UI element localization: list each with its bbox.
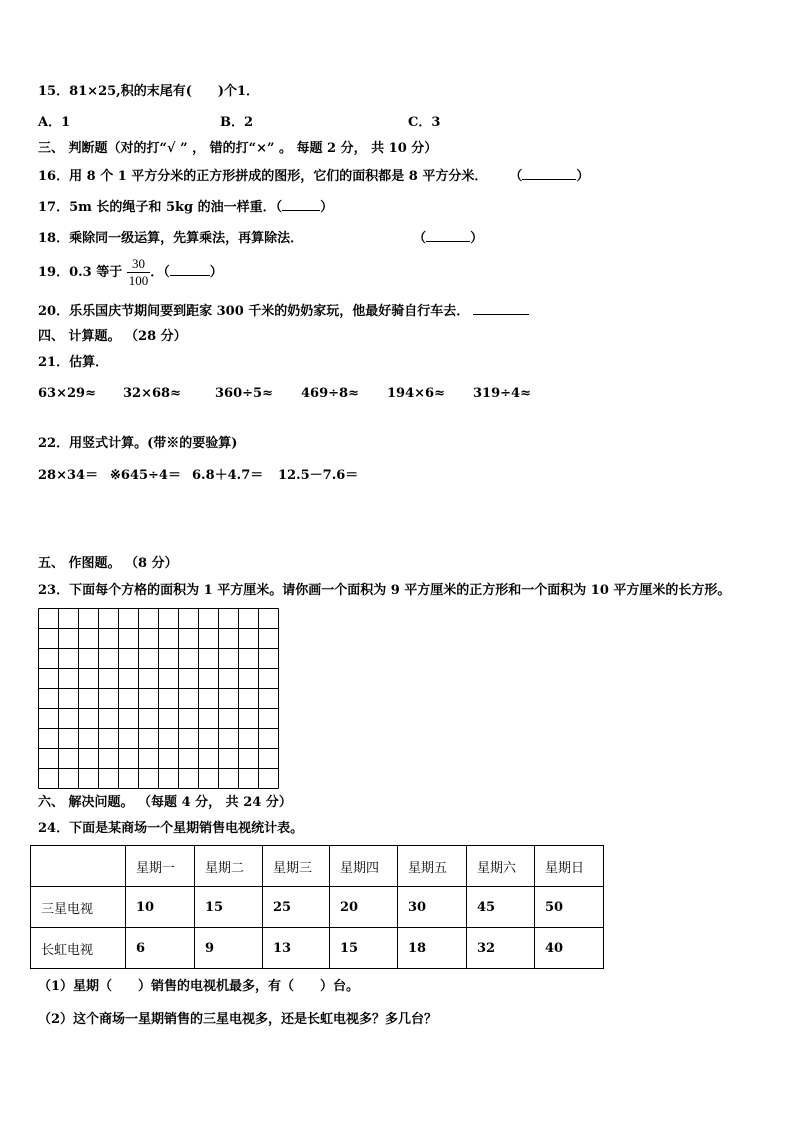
table-header-cell: 星期日 xyxy=(535,846,604,887)
q19 xyxy=(38,256,223,290)
table-cell: 20 xyxy=(330,887,398,928)
q17-answer-blank[interactable] xyxy=(282,198,320,211)
q24-sub2: （2）这个商场一星期销售的三星电视多，还是长虹电视多？多几台？ xyxy=(38,1012,438,1027)
q24-title: 24．下面是某商场一个星期销售电视统计表。 xyxy=(38,821,304,836)
section3-heading: 三、 判断题（对的打“√ ” ， 错的打“×” 。 每题 2 分， 共 10 分） xyxy=(38,141,438,156)
q15-option-c: C．3 xyxy=(408,115,441,130)
q18-answer-blank[interactable] xyxy=(426,229,470,242)
q19-prefix: 19．0.3 等于 xyxy=(38,265,123,280)
q21-item: 469÷8≈ xyxy=(301,386,359,401)
table-cell: 18 xyxy=(398,928,467,969)
q22-item: 12.5－7.6＝ xyxy=(278,468,359,483)
q20-text: 20．乐乐国庆节期间要到距家 300 千米的奶奶家玩，他最好骑自行车去． xyxy=(38,304,470,319)
q17-paren-close: ） xyxy=(320,200,334,215)
table-row xyxy=(31,928,604,969)
section5-heading: 五、 作图题。 （8 分） xyxy=(38,556,178,571)
table-cell: 30 xyxy=(398,887,467,928)
q16 xyxy=(38,167,589,185)
table-cell: 6 xyxy=(126,928,195,969)
table-cell: 40 xyxy=(535,928,604,969)
drawing-grid[interactable] xyxy=(38,608,280,790)
table-cell: 15 xyxy=(195,887,263,928)
table-header-cell xyxy=(31,846,126,887)
q20-answer-blank[interactable] xyxy=(473,302,529,315)
q15-option-b: B．2 xyxy=(220,115,254,130)
sales-table xyxy=(30,845,604,969)
table-cell: 25 xyxy=(263,887,330,928)
table-row xyxy=(31,887,604,928)
q21-item: 63×29≈ xyxy=(38,386,96,401)
q18-paren-open: （ xyxy=(413,231,427,246)
table-header-cell: 星期四 xyxy=(330,846,398,887)
q17 xyxy=(38,198,333,216)
q20 xyxy=(38,302,529,320)
table-header-cell: 星期六 xyxy=(467,846,535,887)
q21-items xyxy=(38,386,758,402)
q15-options xyxy=(38,115,738,131)
q19-answer-blank[interactable] xyxy=(170,263,210,276)
q15-question: 15．81×25,积的末尾有( )个1． xyxy=(38,84,260,99)
q21-title: 21．估算． xyxy=(38,355,109,370)
q21-item: 194×6≈ xyxy=(387,386,445,401)
q19-fraction xyxy=(127,256,151,289)
table-cell: 50 xyxy=(535,887,604,928)
q22-title: 22．用竖式计算。(带※的要验算) xyxy=(38,436,238,451)
table-row-label: 三星电视 xyxy=(31,887,126,928)
table-row-label: 长虹电视 xyxy=(31,928,126,969)
table-header-cell: 星期二 xyxy=(195,846,263,887)
q19-paren-close: ） xyxy=(209,265,223,280)
table-header-row xyxy=(31,846,604,887)
table-cell: 10 xyxy=(126,887,195,928)
table-cell: 9 xyxy=(195,928,263,969)
q23-text: 23．下面每个方格的面积为 1 平方厘米。请你画一个面积为 9 平方厘米的正方形和一个面积为 10 平方厘米的长方形。 xyxy=(38,583,731,598)
table-header-cell: 星期三 xyxy=(263,846,330,887)
table-cell: 45 xyxy=(467,887,535,928)
q16-paren-close: ） xyxy=(576,169,590,184)
table-header-cell: 星期一 xyxy=(126,846,195,887)
q22-item: ※645÷4＝ xyxy=(110,468,181,483)
q21-item: 32×68≈ xyxy=(123,386,181,401)
q18-text: 18．乘除同一级运算，先算乘法，再算除法． xyxy=(38,231,304,246)
q21-item: 360÷5≈ xyxy=(215,386,273,401)
q16-answer-blank[interactable] xyxy=(522,167,576,180)
q16-paren-open: （ xyxy=(509,169,523,184)
table-header-cell: 星期五 xyxy=(398,846,467,887)
table-cell: 15 xyxy=(330,928,398,969)
q15-option-a: A．1 xyxy=(38,115,71,130)
q17-text: 17．5m 长的绳子和 5kg 的油一样重．（ xyxy=(38,200,283,215)
q19-numerator: 30 xyxy=(127,256,151,273)
q22-item: 6.8＋4.7＝ xyxy=(192,468,264,483)
q18 xyxy=(38,229,483,247)
q22-item: 28×34＝ xyxy=(38,468,99,483)
section4-heading: 四、 计算题。 （28 分） xyxy=(38,329,187,344)
q21-item: 319÷4≈ xyxy=(473,386,531,401)
table-cell: 32 xyxy=(467,928,535,969)
q22-items xyxy=(38,468,758,484)
q18-paren-close: ） xyxy=(470,231,484,246)
table-cell: 13 xyxy=(263,928,330,969)
q19-suffix: ．（ xyxy=(150,265,170,280)
section6-heading: 六、 解决问题。 （每题 4 分， 共 24 分） xyxy=(38,795,292,810)
q24-sub1: （1）星期（ ）销售的电视机最多，有（ ）台。 xyxy=(38,979,360,994)
q16-text: 16．用 8 个 1 平方分米的正方形拼成的图形，它们的面积都是 8 平方分米． xyxy=(38,169,488,184)
q19-denominator: 100 xyxy=(128,273,149,288)
